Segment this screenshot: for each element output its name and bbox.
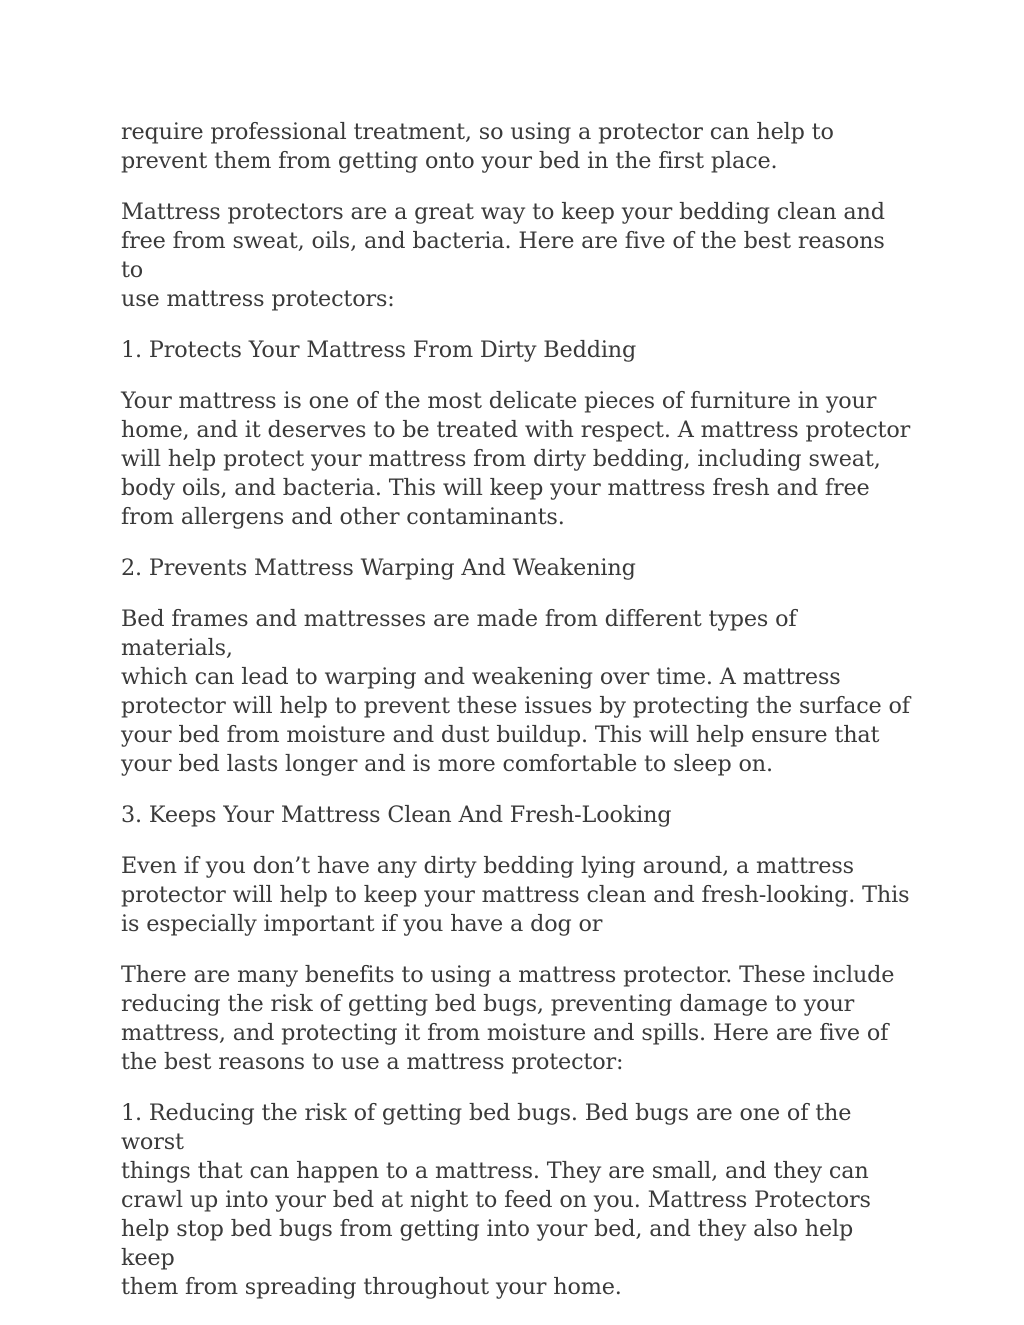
heading-reason-3: 3. Keeps Your Mattress Clean And Fresh-Looking [121,802,672,828]
document-page [121,118,911,1324]
paragraph-reason-3: Even if you don’t have any dirty bedding lying around, a mattress protector will help to keep your mattress clean and fresh-looking. This is especially important if you have a dog or [121,853,910,937]
paragraph-benefits: There are many benefits to using a mattress protector. These include reducing the risk of getting bed bugs, preventing damage to your mattress, and protecting it from moisture and spills. Here are five of the best reasons to use a mattress protector: [121,962,895,1075]
paragraph-reason-1: Your mattress is one of the most delicate pieces of furniture in your home, and it deserves to be treated with respect. A mattress protector will help protect your mattress from dirty bedding, including sweat, body oils, and bacteria. This will keep your mattress fresh and free from allergens and other contaminants. [121,388,911,530]
paragraph-intro-continued: require professional treatment, so using a protector can help to prevent them from getting onto your bed in the first place. [121,119,834,174]
paragraph-reason-2: Bed frames and mattresses are made from different types of materials, which can lead to warping and weakening over time. A mattress protector will help to prevent these issues by protecting the surface of your bed from moisture and dust buildup. This will help ensure that your bed lasts longer and is more comfortable to sleep on. [121,606,910,777]
heading-reason-2: 2. Prevents Mattress Warping And Weakening [121,555,636,581]
paragraph-bed-bugs: 1. Reducing the risk of getting bed bugs. Bed bugs are one of the worst things that can happen to a mattress. They are small, and they can crawl up into your bed at night to feed on you. Mattress Protectors help stop bed bugs from getting into your bed, and they also help keep them from spreading throughout your home. [121,1100,871,1300]
heading-reason-1: 1. Protects Your Mattress From Dirty Bedding [121,337,637,363]
paragraph-overview: Mattress protectors are a great way to keep your bedding clean and free from sweat, oils, and bacteria. Here are five of the best reasons to use mattress protectors: [121,199,885,312]
